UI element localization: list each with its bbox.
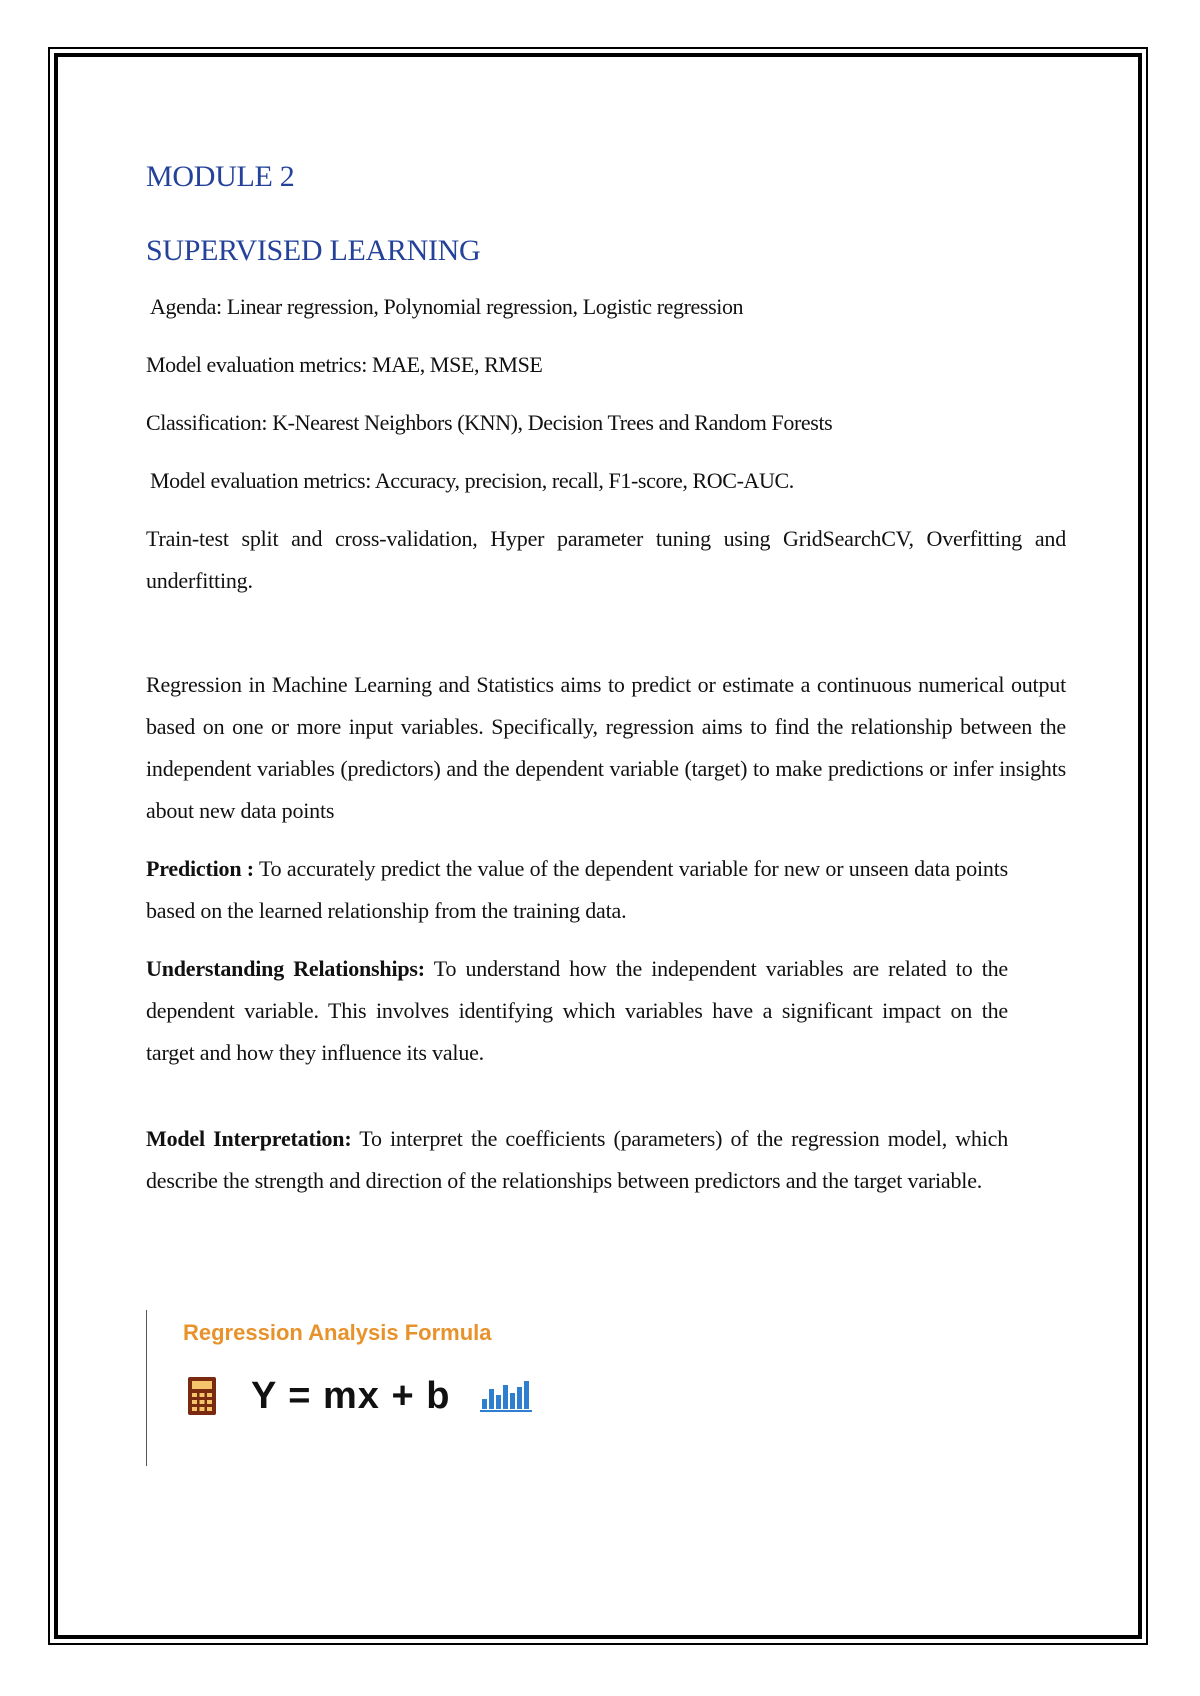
agenda-line-3: Classification: K-Nearest Neighbors (KNN), Decision Trees and Random Forests xyxy=(146,410,833,435)
intro-paragraph: Regression in Machine Learning and Statistics aims to predict or estimate a continuous numerical output based on one or more input variables. Specifically, regression aims to find the relationship between the independent variables (predictors) and the dependent variable (target) to make predictions or infer insights about new data points xyxy=(146,672,1066,823)
regression-formula-figure xyxy=(146,1310,567,1466)
module-title: MODULE 2 xyxy=(146,160,295,193)
agenda-line-2: Model evaluation metrics: MAE, MSE, RMSE xyxy=(146,352,543,377)
goal-prediction xyxy=(146,848,1008,932)
document-content xyxy=(146,160,1066,1218)
formula-equation: Y = mx + b xyxy=(251,1374,451,1417)
formula-row xyxy=(187,1368,532,1424)
agenda-line-5: Train-test split and cross-validation, Hyper parameter tuning using GridSearchCV, Overfitting and underfitting. xyxy=(146,526,1066,593)
agenda-line-4: Model evaluation metrics: Accuracy, precision, recall, F1-score, ROC-AUC. xyxy=(150,468,794,493)
bar-chart-icon xyxy=(480,1379,532,1413)
goal-relationships-term: Understanding Relationships: xyxy=(146,956,425,981)
agenda-line-1: Agenda: Linear regression, Polynomial regression, Logistic regression xyxy=(150,294,744,319)
formula-title: Regression Analysis Formula xyxy=(183,1320,492,1345)
goal-relationships xyxy=(146,948,1008,1074)
goal-interpretation-term: Model Interpretation: xyxy=(146,1126,352,1151)
goal-interpretation-text: To interpret the coefficients (parameters) of the regression model, which describe the strength and direction of the relationships between predictors and the target variable. xyxy=(146,1126,1008,1193)
goal-prediction-term: Prediction : xyxy=(146,856,254,881)
calculator-icon xyxy=(187,1376,217,1416)
goal-relationships-text: To understand how the independent variables are related to the dependent variable. This involves identifying which variables have a significant impact on the target and how they influence its value. xyxy=(146,956,1008,1065)
module-subtitle: SUPERVISED LEARNING xyxy=(146,234,481,267)
goal-prediction-text: To accurately predict the value of the dependent variable for new or unseen data points based on the learned relationship from the training data. xyxy=(146,856,1008,923)
goal-interpretation xyxy=(146,1118,1008,1202)
